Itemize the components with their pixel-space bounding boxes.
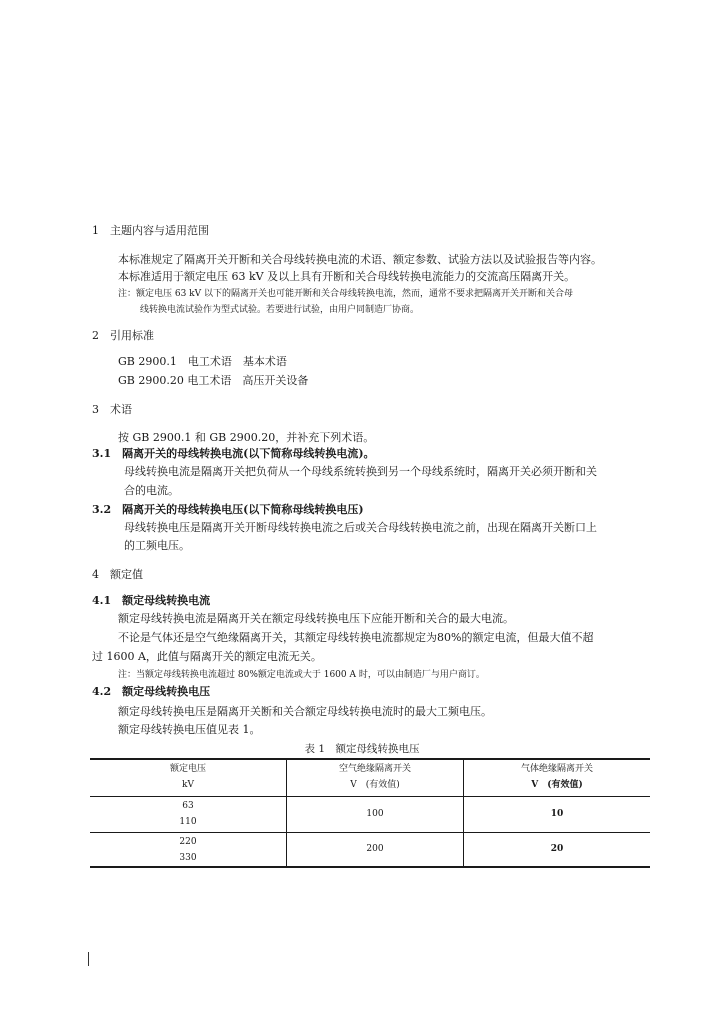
table-row-2-air-value: 200: [366, 844, 384, 854]
table-header-rule: [90, 796, 650, 797]
section-1-para-2: 本标准适用于额定电压 63 kV 及以上具有开断和关合母线转换电流能力的交流高压隔离开关。: [118, 270, 576, 283]
subsection-4-1-line-3: 过 1600 A，此值与隔离开关的额定电流无关。: [92, 650, 322, 663]
section-3-heading: 3 术语: [92, 403, 132, 416]
subsection-4-1-note: 注：当额定母线转换电流超过 80%额定电流或大于 1600 A 时，可以由制造厂与用户商订。: [118, 670, 485, 680]
header-gas-insulated-unit: V (有效值): [531, 780, 583, 790]
header-rated-voltage-unit: kV: [182, 780, 194, 790]
reference-2: GB 2900.20 电工术语 高压开关设备: [118, 374, 309, 387]
section-1-heading: 1 主题内容与适用范围: [92, 224, 209, 237]
section-1-note-line-1: 注：额定电压 63 kV 以下的隔离开关也可能开断和关合母线转换电流，然而，通常不要求把隔离开关开断和关合母: [118, 289, 573, 299]
term-3-1-line-1: 母线转换电流是隔离开关把负荷从一个母线系统转换到另一个母线系统时，隔离开关必须开断和关: [124, 465, 597, 478]
term-3-2-heading: 3.2 隔离开关的母线转换电压(以下简称母线转换电压): [92, 503, 364, 516]
subsection-4-1-heading: 4.1 额定母线转换电流: [92, 594, 211, 607]
subsection-4-1-line-2: 不论是气体还是空气绝缘隔离开关，其额定母线转换电流都规定为80%的额定电流，但最大值不超: [118, 631, 594, 644]
table-row-1-voltage-b: 110: [179, 817, 197, 827]
margin-mark: [88, 952, 89, 966]
table-bottom-rule: [90, 866, 650, 868]
subsection-4-2-line-2: 额定母线转换电压值见表 1。: [118, 723, 261, 736]
subsection-4-2-heading: 4.2 额定母线转换电压: [92, 685, 211, 698]
header-gas-insulated: 气体绝缘隔离开关: [520, 764, 593, 774]
section-1-note-line-2: 线转换电流试验作为型式试验。若要进行试验，由用户同制造厂协商。: [140, 305, 420, 315]
table-row-1-gas-value: 10: [550, 809, 564, 819]
term-3-2-line-1: 母线转换电压是隔离开关开断母线转换电流之后或关合母线转换电流之前，出现在隔离开关断口上: [124, 521, 597, 534]
reference-1: GB 2900.1 电工术语 基本术语: [118, 355, 287, 368]
term-3-2-line-2: 的工频电压。: [124, 539, 190, 552]
table-1-title: 表 1 额定母线转换电压: [304, 743, 420, 755]
header-air-insulated: 空气绝缘隔离开关: [338, 764, 411, 774]
table-row-2-voltage-b: 330: [179, 853, 197, 863]
table-row-2-gas-value: 20: [550, 844, 564, 854]
header-air-insulated-unit: V (有效值): [350, 780, 400, 790]
table-row-rule: [90, 832, 650, 833]
subsection-4-2-line-1: 额定母线转换电压是隔离开关断和关合额定母线转换电流时的最大工频电压。: [118, 705, 492, 718]
term-3-1-line-2: 合的电流。: [124, 484, 179, 497]
subsection-4-1-line-1: 额定母线转换电流是隔离开关在额定母线转换电压下应能开断和关合的最大电流。: [118, 612, 514, 625]
table-row-1-voltage-a: 63: [182, 801, 194, 811]
table-top-rule: [90, 758, 650, 760]
table-row-1-air-value: 100: [366, 809, 384, 819]
table-row-2-voltage-a: 220: [179, 837, 197, 847]
section-3-intro: 按 GB 2900.1 和 GB 2900.20，并补充下列术语。: [118, 431, 375, 444]
header-rated-voltage: 额定电压: [169, 764, 206, 774]
section-2-heading: 2 引用标准: [92, 329, 154, 342]
term-3-1-heading: 3.1 隔离开关的母线转换电流(以下简称母线转换电流)。: [92, 447, 375, 460]
section-4-heading: 4 额定值: [92, 568, 143, 581]
section-1-para-1: 本标准规定了隔离开关开断和关合母线转换电流的术语、额定参数、试验方法以及试验报告等内容。: [118, 253, 602, 266]
